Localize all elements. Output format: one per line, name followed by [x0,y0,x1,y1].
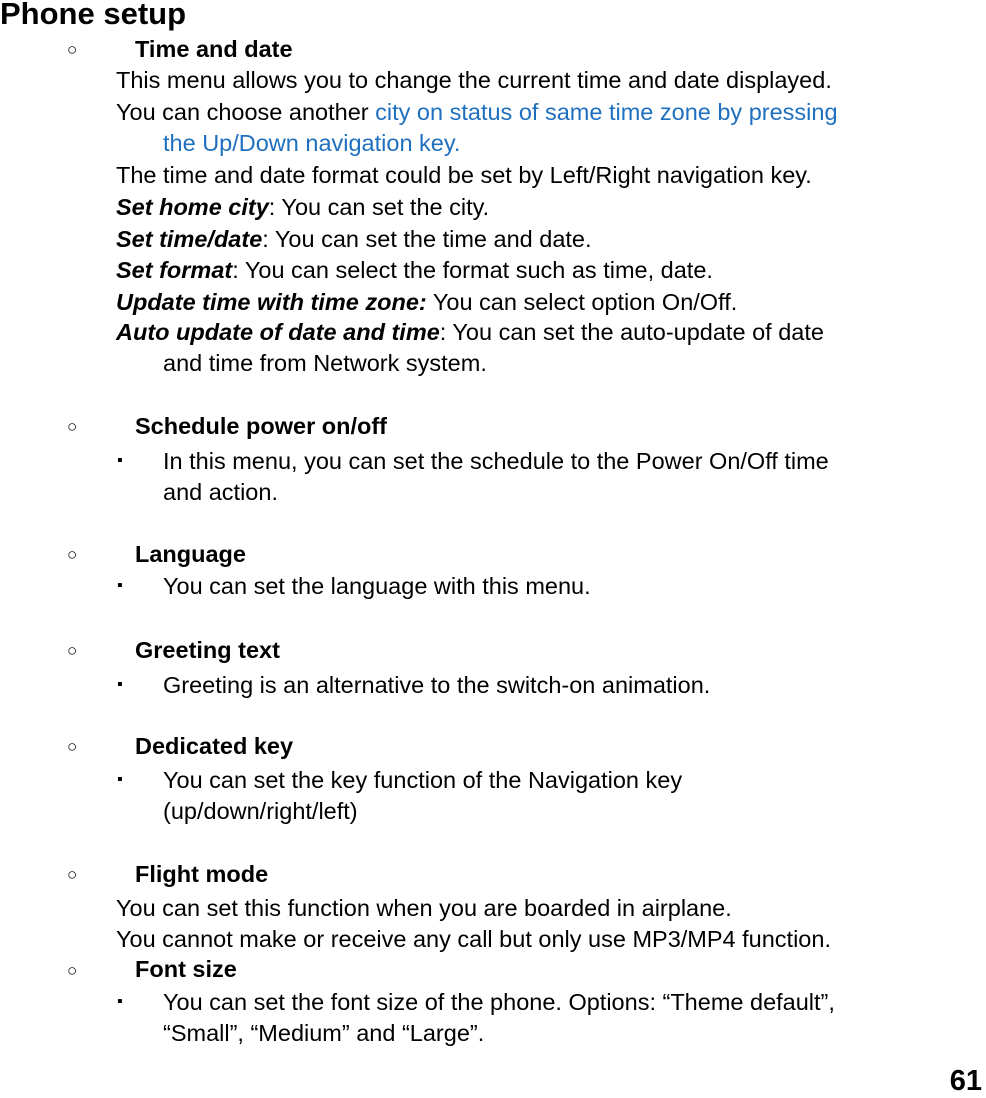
update-time-zone-label: Update time with time zone: [116,289,427,315]
set-format-line [116,256,713,284]
set-format-label: Set format [116,257,233,283]
set-time-date-label: Set time/date [116,226,263,252]
page-number: 61 [949,1065,982,1097]
bullet-icon: ▪ [117,993,123,1010]
dedicated-key-line-1: You can set the key function of the Navigation key [163,767,683,793]
heading-time-and-date: Time and date [135,36,293,62]
time-date-link-text-cont: the Up/Down navigation key. [163,130,461,156]
flight-mode-line-1: You can set this function when you are boarded in airplane. [116,895,732,921]
language-line-1: You can set the language with this menu. [163,573,591,599]
section-marker-icon: ○ [67,641,78,660]
heading-language: Language [135,541,246,567]
set-home-city-line [116,193,489,221]
font-size-line-2: “Small”, “Medium” and “Large”. [163,1020,485,1046]
section-marker-icon: ○ [67,417,78,436]
set-time-date-text: : You can set the time and date. [262,226,592,252]
auto-update-label: Auto update of date and time [116,319,440,345]
auto-update-line [116,318,824,346]
bullet-icon: ▪ [117,577,123,594]
heading-schedule-power: Schedule power on/off [135,413,387,439]
section-marker-icon: ○ [67,545,78,564]
font-size-line-1: You can set the font size of the phone. Options: “Theme default”, [163,989,835,1015]
schedule-power-line-1: In this menu, you can set the schedule to the Power On/Off time [163,448,829,474]
greeting-line-1: Greeting is an alternative to the switch-on animation. [163,672,711,698]
section-marker-icon: ○ [67,961,78,980]
bullet-icon: ▪ [117,676,123,693]
schedule-power-line-2: and action. [163,479,278,505]
dedicated-key-line-2: (up/down/right/left) [163,798,358,824]
set-time-date-line [116,225,592,253]
bullet-icon: ▪ [117,771,123,788]
page-title: Phone setup [0,0,187,31]
update-time-zone-text: You can select option On/Off. [426,289,738,315]
time-date-line-2-plain: You can choose another [116,99,376,125]
section-marker-icon: ○ [67,865,78,884]
heading-greeting-text: Greeting text [135,637,280,663]
time-date-link-text: city on status of same time zone by pressing [375,99,838,125]
bullet-icon: ▪ [117,452,123,469]
auto-update-line-cont: and time from Network system. [163,350,487,376]
set-home-city-text: : You can set the city. [268,194,490,220]
section-marker-icon: ○ [67,737,78,756]
section-marker-icon: ○ [67,40,78,59]
time-date-line-1: This menu allows you to change the current time and date displayed. [116,67,832,93]
time-date-line-4: The time and date format could be set by Left/Right navigation key. [116,162,812,188]
set-home-city-label: Set home city [116,194,269,220]
set-format-text: : You can select the format such as time, date. [232,257,713,283]
update-time-zone-line [116,288,737,316]
heading-flight-mode: Flight mode [135,861,269,887]
flight-mode-line-2: You cannot make or receive any call but only use MP3/MP4 function. [116,926,831,952]
time-date-line-2 [116,98,838,126]
heading-dedicated-key: Dedicated key [135,733,294,759]
auto-update-text: : You can set the auto-update of date [439,319,824,345]
heading-font-size: Font size [135,956,237,982]
